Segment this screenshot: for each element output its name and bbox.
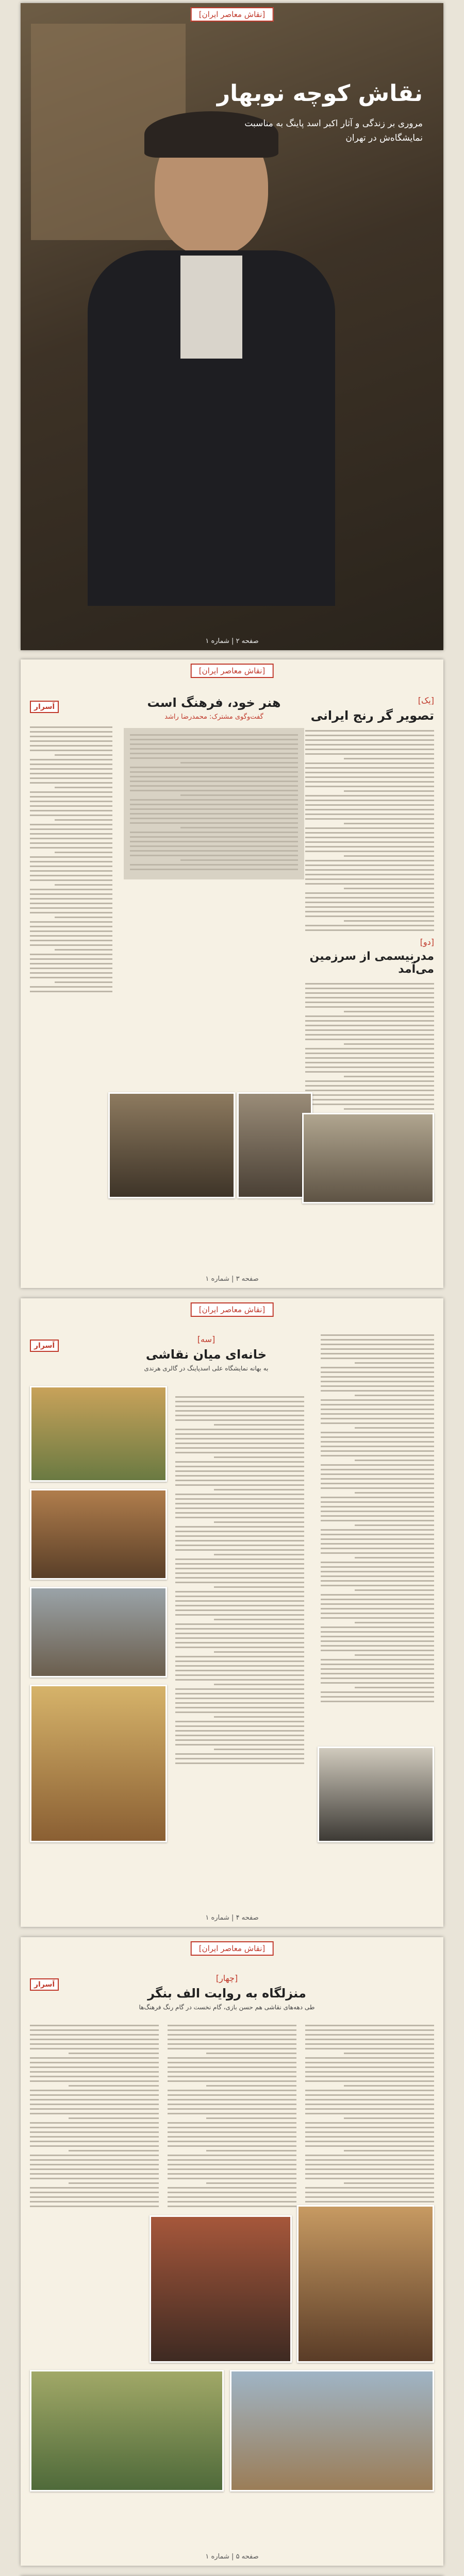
section-tab: [نقاش معاصر ایران] <box>191 7 274 22</box>
section-tab: [نقاش معاصر ایران] <box>191 1941 274 1956</box>
article-title: خانه‌ای میان نقاشی <box>145 1347 267 1362</box>
page-4 <box>21 1937 443 2566</box>
center-article <box>124 696 304 879</box>
painting-landscape <box>30 1386 167 1482</box>
right-column <box>305 696 434 1150</box>
page-folio: صفحه ۲ | شماره ۱ <box>205 637 259 645</box>
page-folio: صفحه ۴ | شماره ۱ <box>205 1914 259 1922</box>
cover-title: نقاش کوچه نوبهار <box>217 80 423 107</box>
photo-artist-studio <box>108 1092 235 1198</box>
highlight-box <box>124 728 304 879</box>
painting-interior <box>30 1489 167 1580</box>
article-byline: گفت‌وگوی مشترک: محمدرضا راشد <box>164 713 263 721</box>
left-text-column <box>30 2025 159 2210</box>
article-subtitle: طی دهه‌های نقاشی هم حسن بازی، گام نخست در گام رنگ فرهنگ‌ها <box>139 2004 315 2011</box>
page-folio: صفحه ۳ | شماره ۱ <box>205 1275 259 1283</box>
article-header <box>119 1334 294 1372</box>
photo-artist-portrait <box>237 1092 312 1198</box>
painting-self-portrait <box>297 2205 434 2363</box>
article-subtitle: به بهانه نمایشگاه علی اسدپاینگ در گالری هرندی <box>144 1365 269 1372</box>
article-title: منزلگاه به روایت الف بنگر <box>147 1986 306 2001</box>
section-tab: [نقاش معاصر ایران] <box>191 1302 274 1317</box>
page-3 <box>21 1298 443 1927</box>
painting-street <box>30 1587 167 1677</box>
cover-portrait <box>67 116 335 606</box>
page-folio: صفحه ۵ | شماره ۱ <box>205 2553 259 2561</box>
painting-figure <box>30 1685 167 1842</box>
painting-village-street <box>230 2370 434 2492</box>
painting-bearded-man <box>150 2215 292 2363</box>
part-label: [چهار] <box>216 1973 238 1983</box>
right-text-column <box>305 2025 434 2210</box>
photo-family <box>302 1113 434 1204</box>
article-header <box>98 1973 356 2011</box>
article-title: هنر خود، فرهنگ است <box>147 696 281 710</box>
part-label: [سه] <box>197 1334 216 1344</box>
part-label: [یک] <box>418 696 434 705</box>
section-title-2: مدرنیسمی از سرزمین می‌آمد <box>309 950 434 976</box>
left-text-column <box>30 726 112 995</box>
magazine-logo: اَسرار <box>30 701 59 713</box>
cover-subtitle: مروری بر زندگی و آثار اکبر اسد پاینگ به مناسبت نمایشگاه‌ش در تهران <box>244 118 423 143</box>
section-title: تصویر گر رنج ایرانی <box>310 708 434 723</box>
magazine-logo: اَسرار <box>30 1978 59 1991</box>
painting-orchard <box>30 2370 224 2492</box>
page-2 <box>21 659 443 1288</box>
magazine-logo: اَسرار <box>30 1340 59 1352</box>
center-text-column <box>175 1396 304 1767</box>
part-label: [دو] <box>420 937 434 947</box>
page-cover <box>21 3 443 650</box>
photo-group <box>318 1747 434 1842</box>
right-text-column <box>321 1334 434 1705</box>
center-text-column <box>168 2025 296 2210</box>
section-tab: [نقاش معاصر ایران] <box>191 664 274 678</box>
text-block <box>305 730 434 931</box>
